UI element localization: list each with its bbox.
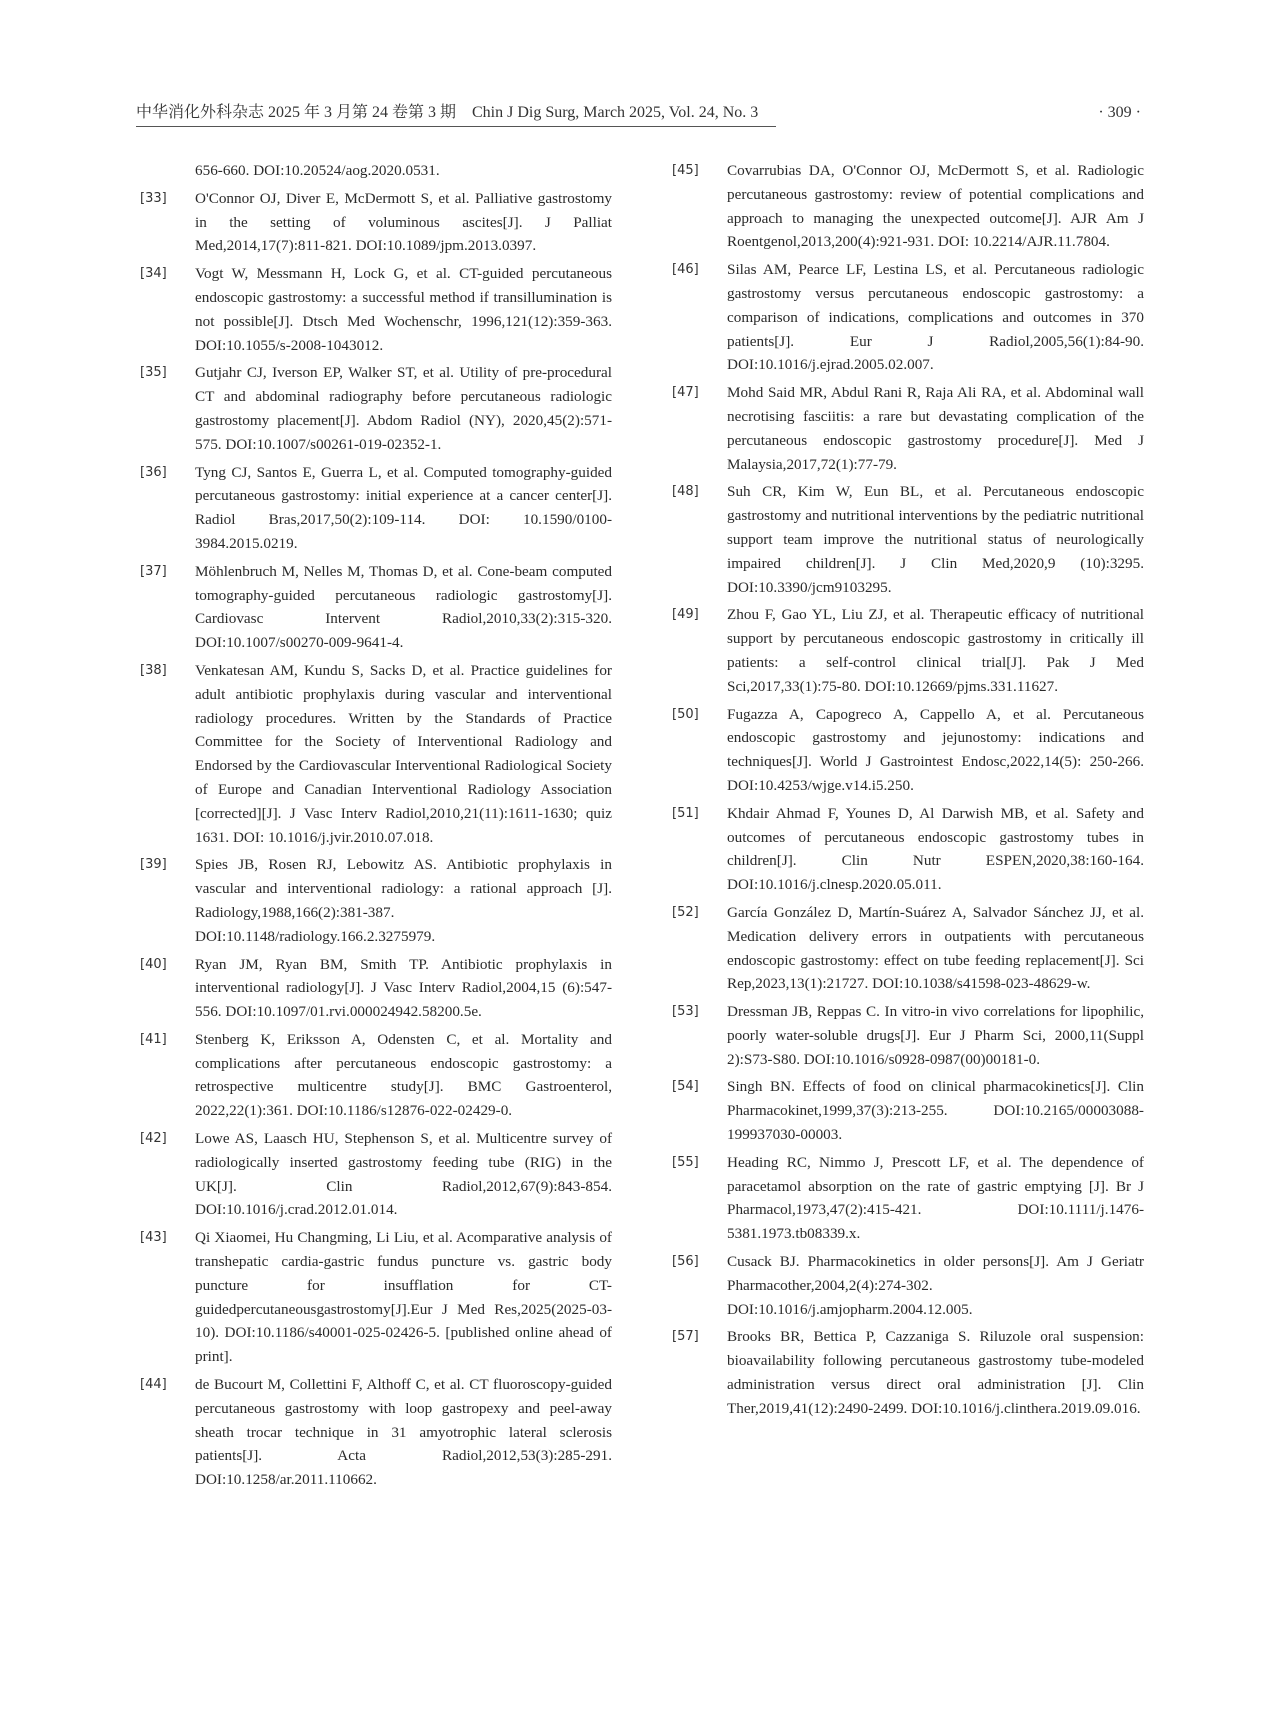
reference-entry — [672, 1250, 1144, 1321]
reference-entry — [672, 480, 1144, 599]
reference-text: de Bucourt M, Collettini F, Althoff C, et al. CT fluoroscopy-guided percutaneous gastrostomy with loop gastropexy and peel-away sheath trocar technique in 31 amyotrophic lateral sclerosis patients[J]. Acta Radiol,2012,53(3):285-291. DOI:10.1258/ar.2011.110662. — [195, 1376, 612, 1489]
reference-number: [45] — [672, 163, 699, 178]
reference-entry — [672, 258, 1144, 377]
reference-text: 656-660. DOI:10.20524/aog.2020.0531. — [195, 162, 440, 179]
reference-text: Silas AM, Pearce LF, Lestina LS, et al. Percutaneous radiologic gastrostomy versus percutaneous endoscopic gastrostomy: a comparison of indications, complications and outcomes in 370 patients[J]. Eur J Radiol,2005,56(1):84-90. DOI:10.1016/j.ejrad.2005.02.007. — [727, 261, 1144, 374]
reference-entry — [140, 461, 612, 556]
reference-text: Stenberg K, Eriksson A, Odensten C, et al. Mortality and complications after percutaneous endoscopic gastrostomy: a retrospective multicentre study[J]. BMC Gastroenterol, 2022,22(1):361. DOI:10.1186/s12876-022-02429-0. — [195, 1030, 612, 1120]
reference-entry — [140, 953, 612, 1024]
reference-number: [39] — [140, 857, 167, 873]
reference-number: [56] — [672, 1254, 699, 1270]
reference-entry — [672, 1325, 1144, 1420]
reference-text: Spies JB, Rosen RJ, Lebowitz AS. Antibiotic prophylaxis in vascular and interventional radiology: a rational approach [J]. Radiology,1988,166(2):381-387. DOI:10.1148/radiology.166.2.3275979. — [195, 856, 612, 945]
reference-text: Ryan JM, Ryan BM, Smith TP. Antibiotic prophylaxis in interventional radiology[J]. J Vasc Interv Radiol,2004,15 (6):547-556. DOI:10.1097/01.rvi.000024942.58200.5e. — [195, 955, 612, 1021]
reference-text: Möhlenbruch M, Nelles M, Thomas D, et al. Cone-beam computed tomography-guided percutaneous radiologic gastrostomy[J]. Cardiovasc Intervent Radiol,2010,33(2):315-320. DOI:10.1007/s00270-009-9641-4. — [195, 562, 612, 652]
reference-number: [38] — [140, 662, 167, 678]
reference-number: [47] — [672, 385, 699, 401]
reference-column-right — [672, 159, 1144, 1425]
reference-number: [34] — [140, 266, 167, 282]
reference-text: Vogt W, Messmann H, Lock G, et al. CT-guided percutaneous endoscopic gastrostomy: a successful method if transillumination is not possible[J]. Dtsch Med Wochenschr, 1996,121(12):359-363. DOI:10.1055/s-2008-1043012. — [195, 265, 612, 354]
reference-text: Qi Xiaomei, Hu Changming, Li Liu, et al. Acomparative analysis of transhepatic cardia-gastric fundus puncture vs. gastric body puncture for insufflation for CT-guidedpercutaneousgastrostomy[J].Eur J Med Res,2025(2025-03-10). DOI:10.1186/s40001-025-02426-5. [published online ahead of print]. — [195, 1229, 612, 1366]
reference-number: [48] — [672, 484, 699, 500]
reference-entry — [140, 1373, 612, 1492]
reference-entry — [140, 262, 612, 357]
reference-entry — [140, 853, 612, 948]
reference-text: Lowe AS, Laasch HU, Stephenson S, et al. Multicentre survey of radiologically inserted gastrostomy feeding tube (RIG) in the UK[J]. Clin Radiol,2012,67(9):843-854. DOI:10.1016/j.crad.2012.01.014. — [195, 1130, 612, 1219]
reference-entry — [672, 901, 1144, 996]
reference-number: [57] — [672, 1329, 699, 1345]
reference-entry — [140, 361, 612, 456]
reference-entry — [140, 187, 612, 258]
reference-entry — [672, 159, 1144, 254]
reference-number: [41] — [140, 1031, 167, 1047]
reference-number: [54] — [672, 1079, 699, 1095]
reference-text: Heading RC, Nimmo J, Prescott LF, et al. The dependence of paracetamol absorption on the rate of gastric emptying [J]. Br J Pharmacol,1973,47(2):415-421. DOI:10.1111/j.1476-5381.1973.tb08339.x. — [727, 1153, 1144, 1243]
reference-text: Zhou F, Gao YL, Liu ZJ, et al. Therapeutic efficacy of nutritional support by percutaneous endoscopic gastrostomy in critically ill patients: a self-control clinical trial[J]. Pak J Med Sci,2017,33(1):75-80. DOI:10.12669/pjms.331.11627. — [727, 606, 1144, 695]
reference-entry — [672, 703, 1144, 798]
reference-number: [52] — [672, 904, 699, 920]
reference-continuation — [140, 159, 612, 183]
reference-number: [43] — [140, 1230, 167, 1246]
reference-text: Tyng CJ, Santos E, Guerra L, et al. Computed tomography-guided percutaneous gastrostomy: initial experience at a cancer center[J]. Radiol Bras,2017,50(2):109-114. DOI: 10.1590/0100-3984.2015.0219. — [195, 463, 612, 552]
reference-entry — [672, 802, 1144, 897]
reference-number: [50] — [672, 706, 699, 722]
reference-number: [35] — [140, 365, 167, 381]
reference-number: [42] — [140, 1131, 167, 1147]
reference-entry — [140, 1028, 612, 1123]
reference-text: Mohd Said MR, Abdul Rani R, Raja Ali RA, et al. Abdominal wall necrotising fasciitis: a rare but devastating complication of the percutaneous endoscopic gastrostomy procedure[J]. Med J Malaysia,2017,72(1):77-79. — [727, 384, 1144, 473]
reference-entry — [140, 1226, 612, 1369]
reference-number: [55] — [672, 1154, 699, 1170]
header-underline — [136, 126, 776, 127]
running-header — [136, 102, 1141, 128]
reference-entry — [140, 659, 612, 849]
reference-entry — [672, 1151, 1144, 1246]
reference-text: García González D, Martín-Suárez A, Salvador Sánchez JJ, et al. Medication delivery errors in outpatients with percutaneous endoscopic gastrostomy: effect on tube feeding replacement[J]. Sci Rep,2023,13(1):21727. DOI:10.1038/s41598-023-48629-w. — [727, 903, 1144, 993]
reference-number: [37] — [140, 563, 167, 579]
reference-text: Khdair Ahmad F, Younes D, Al Darwish MB, et al. Safety and outcomes of percutaneous endoscopic gastrostomy tubes in children[J]. Clin Nutr ESPEN,2020,38:160-164. DOI:10.1016/j.clnesp.2020.05.011. — [727, 804, 1144, 894]
reference-text: Brooks BR, Bettica P, Cazzaniga S. Riluzole oral suspension: bioavailability following percutaneous gastrostomy tube-modeled administration versus direct oral administration [J]. Clin Ther,2019,41(12):2490-2499. DOI:10.1016/j.clinthera.2019.09.016. — [727, 1328, 1144, 1417]
reference-text: Venkatesan AM, Kundu S, Sacks D, et al. Practice guidelines for adult antibiotic prophylaxis during vascular and interventional radiology procedures. Written by the Standards of Practice Committee for the Society of Interventional Radiology and Endorsed by the Cardiovascular Interventional Radiological Society of Europe and Canadian Interventional Radiology Association [corrected][J]. J Vasc Interv Radiol,2010,21(11):1611-1630; quiz 1631. DOI: 10.1016/j.jvir.2010.07.018. — [195, 661, 612, 846]
reference-text: Fugazza A, Capogreco A, Cappello A, et al. Percutaneous endoscopic gastrostomy and jejunostomy: indications and techniques[J]. World J Gastrointest Endosc,2022,14(5): 250-266. DOI:10.4253/wjge.v14.i5.250. — [727, 705, 1144, 794]
reference-text: O'Connor OJ, Diver E, McDermott S, et al. Palliative gastrostomy in the setting of voluminous ascites[J]. J Palliat Med,2014,17(7):811-821. DOI:10.1089/jpm.2013.0397. — [195, 189, 612, 255]
reference-text: Suh CR, Kim W, Eun BL, et al. Percutaneous endoscopic gastrostomy and nutritional interventions by the pediatric nutritional support team improve the nutritional status of neurologically impaired children[J]. J Clin Med,2020,9 (10):3295. DOI:10.3390/jcm9103295. — [727, 483, 1144, 596]
reference-number: [51] — [672, 805, 699, 821]
journal-citation: 中华消化外科杂志 2025 年 3 月第 24 卷第 3 期 Chin J Dig Surg, March 2025, Vol. 24, No. 3 — [136, 104, 759, 121]
reference-number: [53] — [672, 1004, 699, 1020]
reference-text: Singh BN. Effects of food on clinical pharmacokinetics[J]. Clin Pharmacokinet,1999,37(3):213-255. DOI:10.2165/00003088-199937030-00003. — [727, 1078, 1144, 1144]
reference-entry — [140, 560, 612, 655]
reference-number: [36] — [140, 464, 167, 480]
reference-entry — [672, 1000, 1144, 1071]
reference-number: [44] — [140, 1377, 167, 1393]
reference-text: Dressman JB, Reppas C. In vitro-in vivo correlations for lipophilic, poorly water-soluble drugs[J]. Eur J Pharm Sci, 2000,11(Suppl 2):S73-S80. DOI:10.1016/s0928-0987(00)00181-0. — [727, 1003, 1144, 1068]
reference-text: Covarrubias DA, O'Connor OJ, McDermott S, et al. Radiologic percutaneous gastrostomy: review of potential complications and approach to managing the unexpected outcome[J]. AJR Am J Roentgenol,2013,200(4):921-931. DOI: 10.2214/AJR.11.7804. — [727, 162, 1144, 251]
reference-number: [49] — [672, 607, 699, 623]
reference-entry — [140, 1127, 612, 1222]
reference-number: [46] — [672, 262, 699, 278]
reference-entry — [672, 603, 1144, 698]
reference-number: [33] — [140, 190, 167, 206]
page-number: · 309 · — [1098, 104, 1141, 121]
reference-text: Gutjahr CJ, Iverson EP, Walker ST, et al. Utility of pre-procedural CT and abdominal radiography before percutaneous radiologic gastrostomy placement[J]. Abdom Radiol (NY), 2020,45(2):571-575. DOI:10.1007/s00261-019-02352-1. — [195, 364, 612, 453]
reference-column-left — [140, 159, 612, 1496]
reference-text: Cusack BJ. Pharmacokinetics in older persons[J]. Am J Geriatr Pharmacother,2004,2(4):274-302. DOI:10.1016/j.amjopharm.2004.12.005. — [727, 1253, 1144, 1318]
reference-entry — [672, 381, 1144, 476]
reference-entry — [672, 1075, 1144, 1146]
reference-number: [40] — [140, 956, 167, 972]
